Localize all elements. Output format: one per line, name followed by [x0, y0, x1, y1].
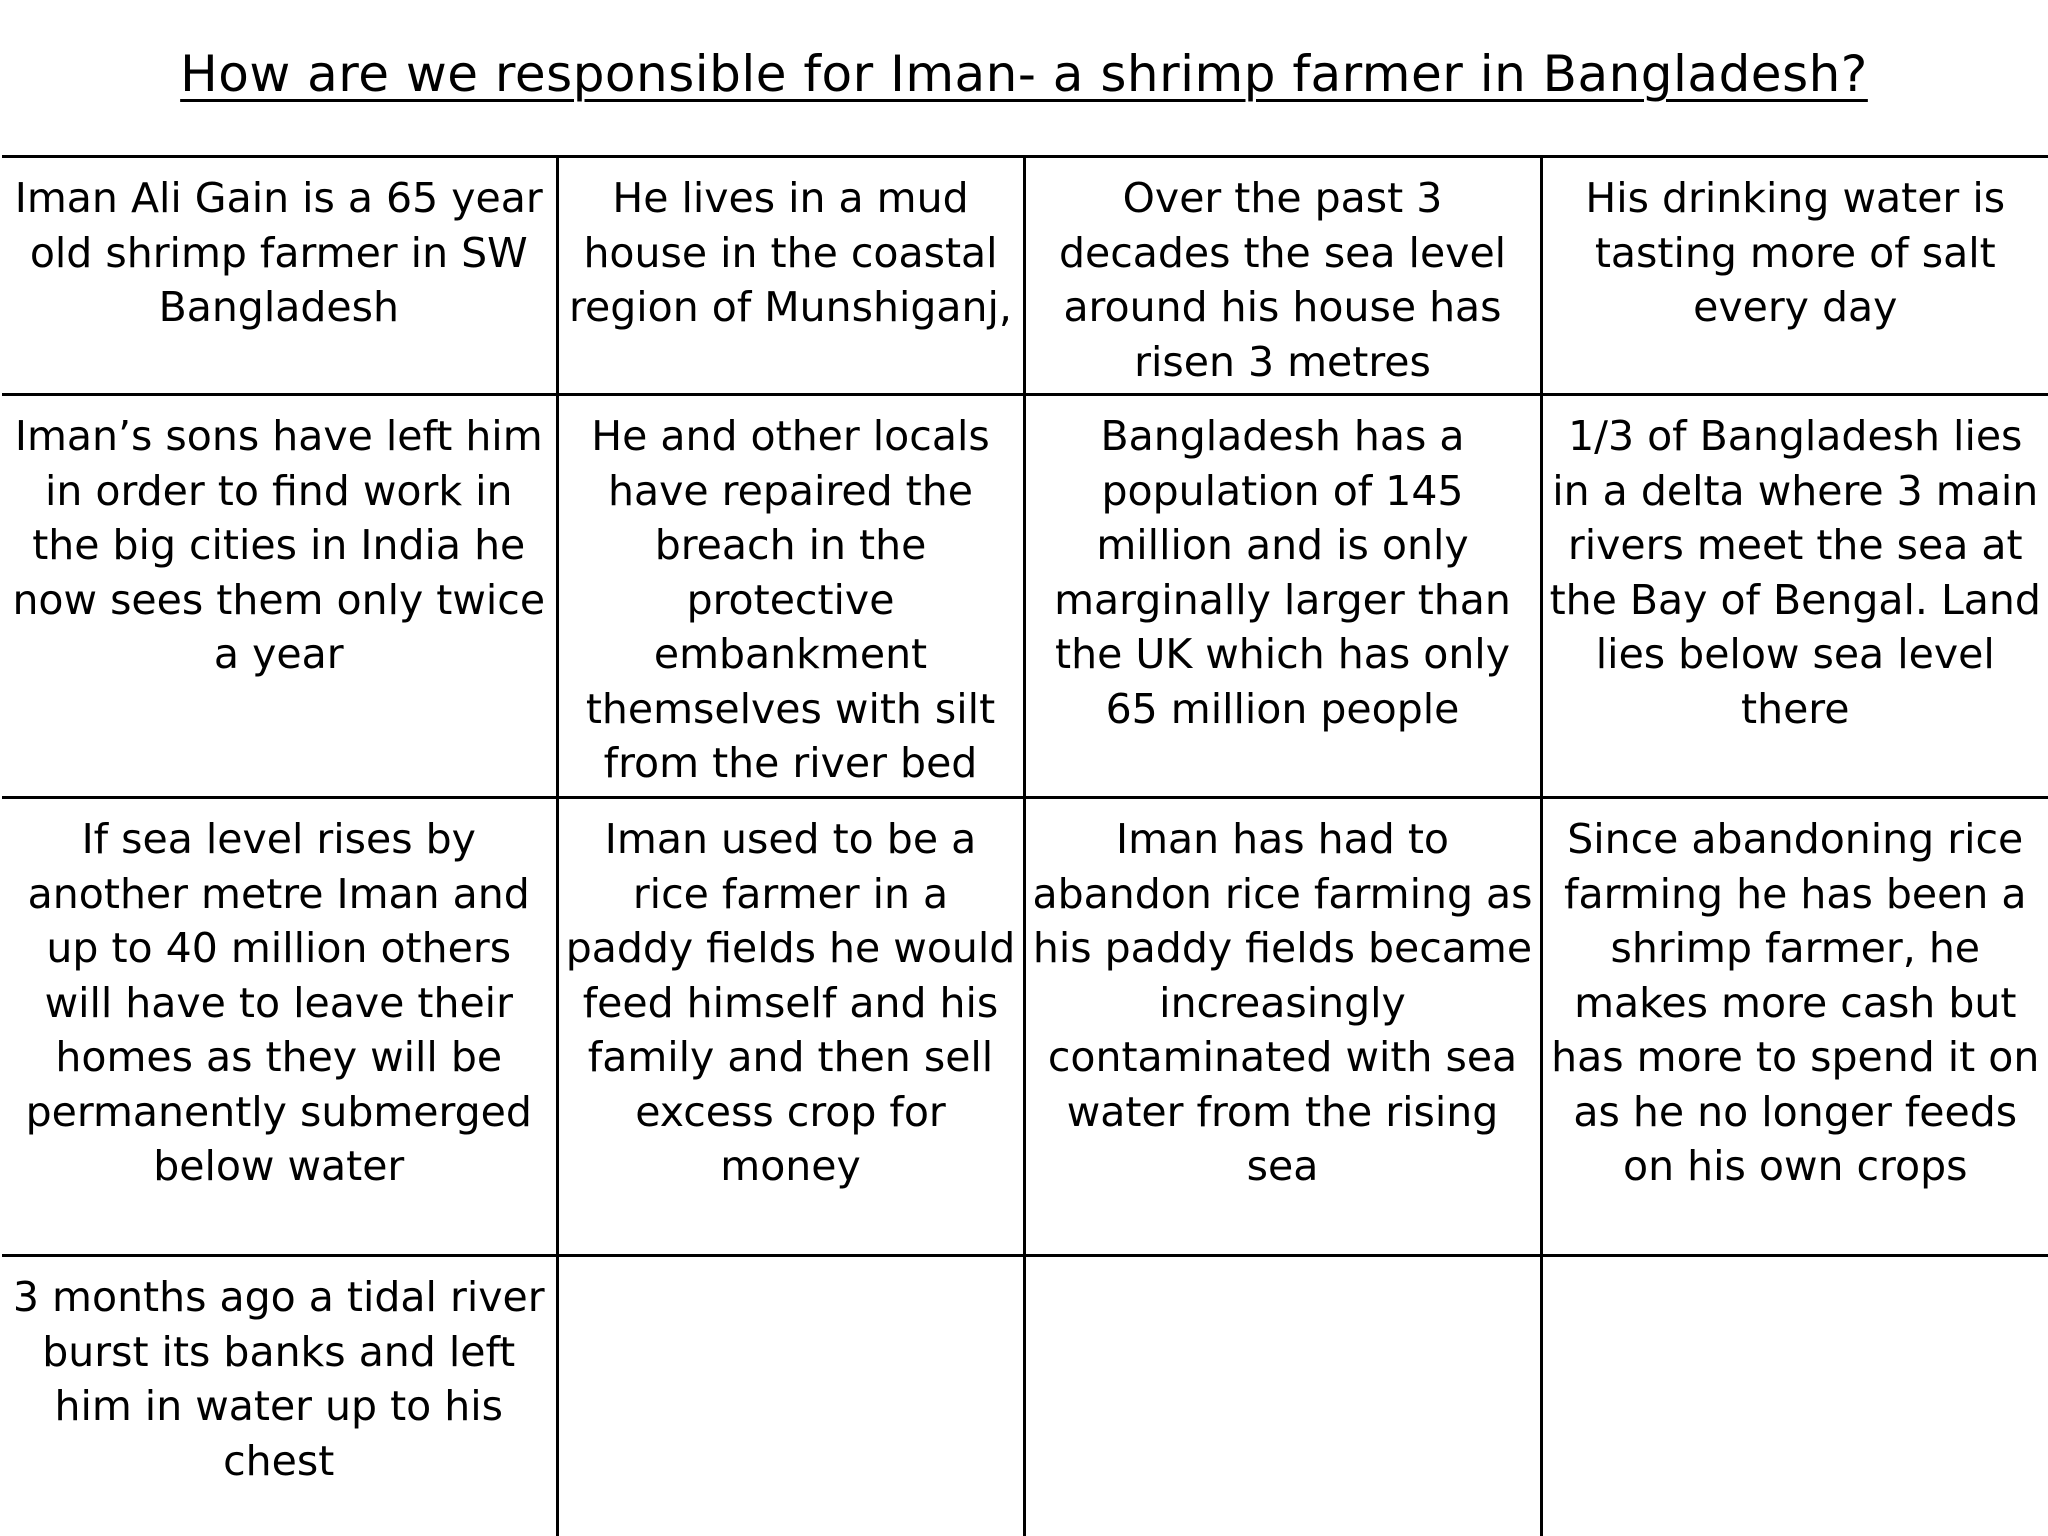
- empty-card-cell: [1024, 1256, 1541, 1536]
- card-cell: Iman’s sons have left him in order to find work in the big cities in India he now sees them only twice a year: [2, 395, 557, 798]
- card-cell: He and other locals have repaired the breach in the protective embankment themselves with silt from the river bed: [557, 395, 1024, 798]
- card-cell: His drinking water is tasting more of salt every day: [1541, 157, 2048, 395]
- grid-row: [2, 157, 2048, 395]
- card-cell: Since abandoning rice farming he has been a shrimp farmer, he makes more cash but has more to spend it on as he no longer feeds on his own crops: [1541, 798, 2048, 1256]
- page-title-text: How are we responsible for Iman- a shrimp farmer in Bangladesh?: [180, 45, 1868, 103]
- grid-row: [2, 798, 2048, 1256]
- grid-row: [2, 395, 2048, 798]
- grid-row: [2, 1256, 2048, 1536]
- empty-card-cell: [557, 1256, 1024, 1536]
- card-cell: Bangladesh has a population of 145 million and is only marginally larger than the UK which has only 65 million people: [1024, 395, 1541, 798]
- card-cell: Iman Ali Gain is a 65 year old shrimp farmer in SW Bangladesh: [2, 157, 557, 395]
- card-cell: He lives in a mud house in the coastal region of Munshiganj,: [557, 157, 1024, 395]
- card-cell: Iman used to be a rice farmer in a paddy fields he would feed himself and his family and then sell excess crop for money: [557, 798, 1024, 1256]
- card-cell: Over the past 3 decades the sea level around his house has risen 3 metres: [1024, 157, 1541, 395]
- page-title: [0, 38, 2048, 110]
- card-cell: Iman has had to abandon rice farming as his paddy fields became increasingly contaminated with sea water from the rising sea: [1024, 798, 1541, 1256]
- card-sort-grid: [2, 155, 2048, 1536]
- card-cell: 1/3 of Bangladesh lies in a delta where 3 main rivers meet the sea at the Bay of Bengal. Land lies below sea level there: [1541, 395, 2048, 798]
- card-cell: 3 months ago a tidal river burst its banks and left him in water up to his chest: [2, 1256, 557, 1536]
- card-cell: If sea level rises by another metre Iman and up to 40 million others will have to leave their homes as they will be permanently submerged below water: [2, 798, 557, 1256]
- empty-card-cell: [1541, 1256, 2048, 1536]
